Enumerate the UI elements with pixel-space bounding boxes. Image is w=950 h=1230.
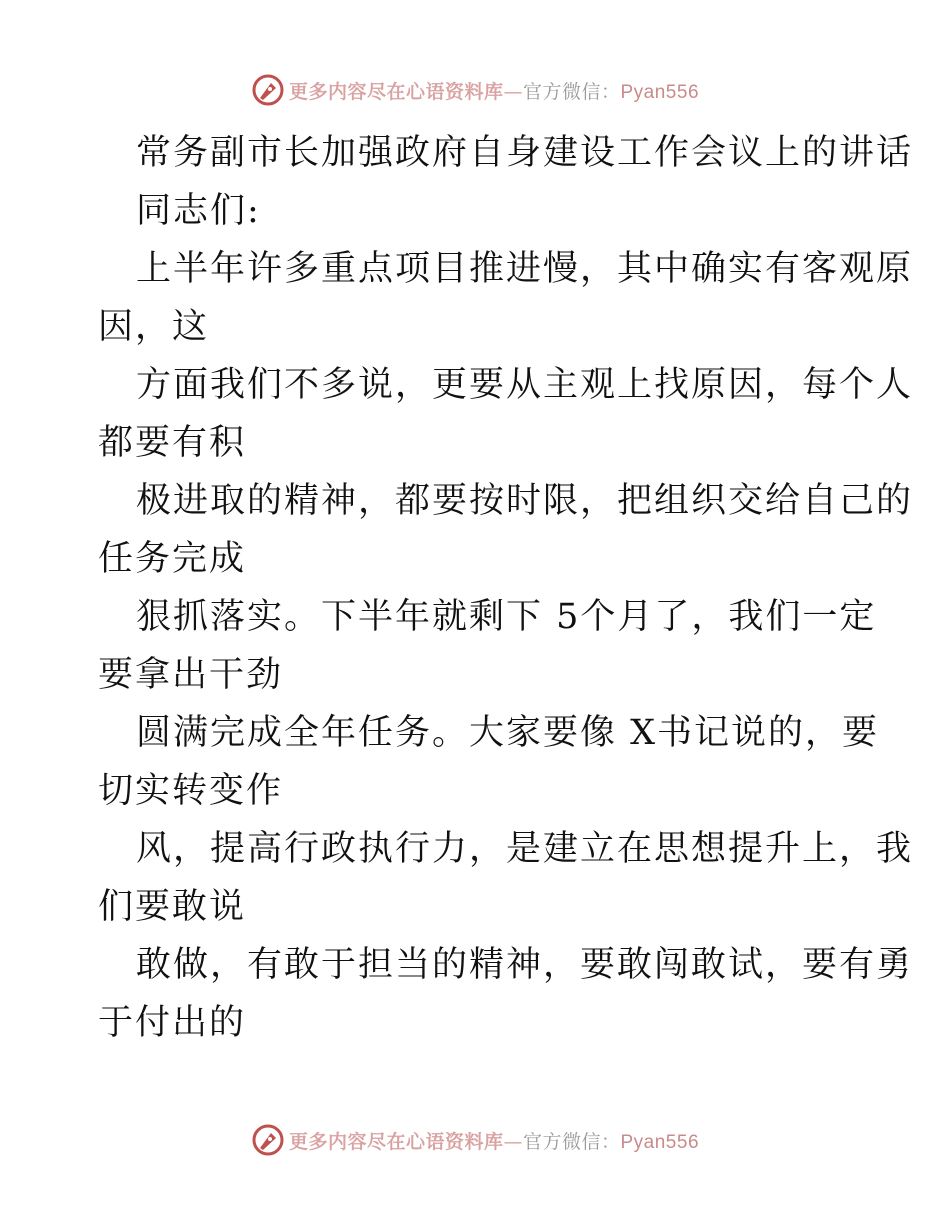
- watermark-text: [289, 77, 699, 104]
- paragraph-line: 风，提高行政执行力，是建立在思想提升上，我: [136, 829, 914, 869]
- watermark-label: 官方微信：: [522, 1130, 621, 1153]
- paragraph-line: 们要敢说: [98, 887, 247, 927]
- paragraph-line: 任务完成: [98, 539, 247, 579]
- watermark-dash: —: [503, 80, 523, 103]
- watermark-title: 更多内容尽在心语资料库: [288, 80, 504, 103]
- watermark-text: [289, 1127, 699, 1154]
- watermark-label: 官方微信：: [522, 80, 621, 103]
- watermark-title: 更多内容尽在心语资料库: [288, 1130, 504, 1153]
- watermark-id: Pyan556: [620, 1131, 700, 1153]
- pen-nib-logo-icon: [251, 1123, 285, 1157]
- paragraph-line: 极进取的精神，都要按时限，把组织交给自己的: [136, 481, 914, 521]
- paragraph-line: 要拿出干劲: [98, 655, 284, 695]
- watermark-dash: —: [503, 1130, 523, 1153]
- paragraph-line: 切实转变作: [98, 771, 284, 811]
- paragraph-line: 狠抓落实。下半年就剩下 5个月了，我们一定: [136, 597, 877, 637]
- paragraph-line: 敢做，有敢于担当的精神，要敢闯敢试，要有勇: [136, 945, 914, 985]
- footer-watermark: [0, 1120, 950, 1160]
- paragraph-line: 于付出的: [98, 1003, 247, 1043]
- paragraph-line: 上半年许多重点项目推进慢，其中确实有客观原: [136, 249, 914, 289]
- document-body: [98, 124, 914, 1052]
- header-watermark: [0, 70, 950, 110]
- watermark-id: Pyan556: [620, 81, 700, 103]
- document-title: 常务副市长加强政府自身建设工作会议上的讲话: [136, 133, 914, 173]
- paragraph-line: 圆满完成全年任务。大家要像 X书记说的，要: [136, 713, 880, 753]
- body-text: [98, 240, 914, 1052]
- paragraph-line: 都要有积: [98, 423, 247, 463]
- pen-nib-logo-icon: [251, 73, 285, 107]
- paragraph-line: 因，这: [98, 307, 210, 347]
- salutation: 同志们:: [136, 191, 261, 231]
- paragraph-line: 方面我们不多说，更要从主观上找原因，每个人: [136, 365, 914, 405]
